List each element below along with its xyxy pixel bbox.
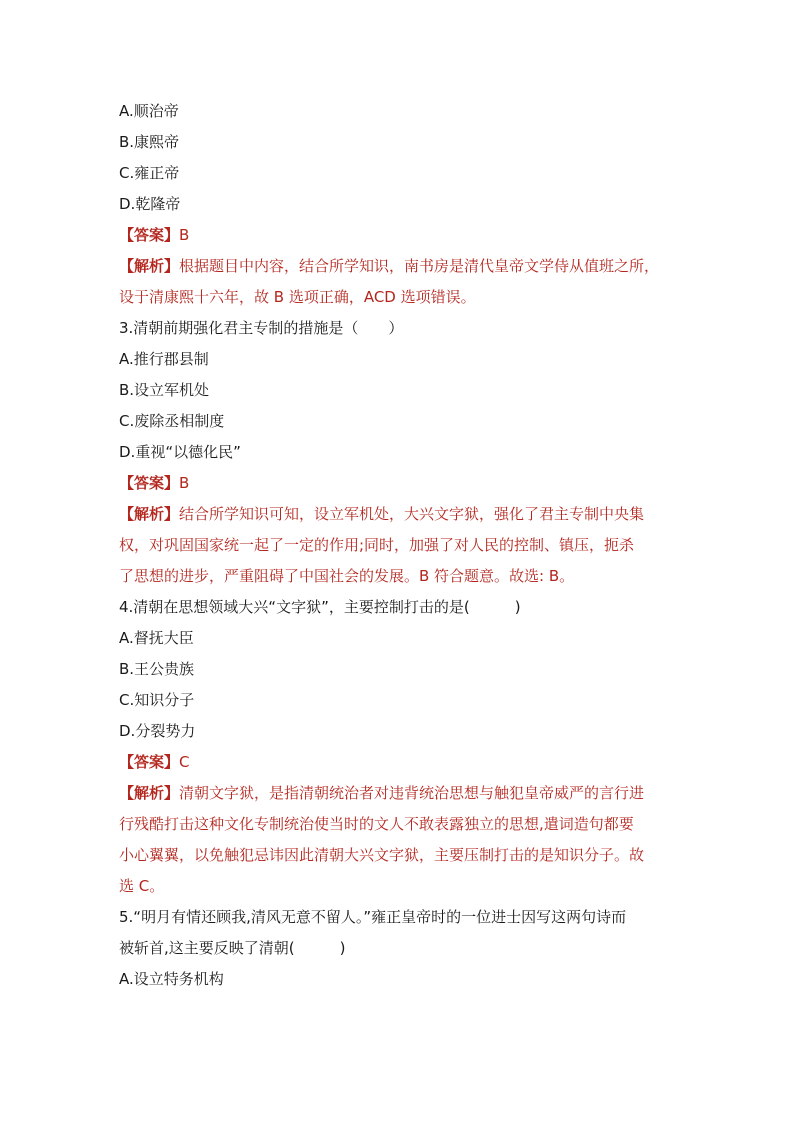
q2-option-b: B.康熙帝 <box>119 133 180 151</box>
q4-question: 4.清朝在思想领域大兴“文字狱”，主要控制打击的是( ) <box>119 598 521 616</box>
answer-tag: 【答案】 <box>119 753 180 771</box>
analysis-text: 清朝文字狱，是指清朝统治者对违背统治思想与触犯皇帝威严的言行进 <box>179 784 645 802</box>
analysis-tag: 【解析】 <box>119 257 180 275</box>
q4-analysis-line-1 <box>119 778 679 809</box>
q3-option-a: A.推行郡县制 <box>119 350 209 368</box>
analysis-tag: 【解析】 <box>119 784 180 802</box>
q5-question-line-1: 5.“明月有情还顾我,清风无意不留人。”雍正皇帝时的一位进士因写这两句诗而 <box>119 908 627 926</box>
answer-tag: 【答案】 <box>119 226 180 244</box>
q4-option-a: A.督抚大臣 <box>119 629 194 647</box>
q3-question: 3.清朝前期强化君主专制的措施是（ ） <box>119 319 404 337</box>
answer-value: B <box>179 226 190 244</box>
q2-answer <box>119 220 679 251</box>
q4-analysis-line-2: 行残酷打击这种文化专制统治使当时的文人不敢表露独立的思想,遣词造句都要 <box>119 815 634 833</box>
q3-option-b: B.设立军机处 <box>119 381 210 399</box>
q2-analysis-line-2: 设于清康熙十六年，故 B 选项正确，ACD 选项错误。 <box>119 288 476 306</box>
q3-answer <box>119 468 679 499</box>
q4-analysis-line-4: 选 C。 <box>119 877 165 895</box>
q2-option-d: D.乾隆帝 <box>119 195 181 213</box>
q3-analysis-line-1 <box>119 499 679 530</box>
q4-answer <box>119 747 679 778</box>
q4-option-c: C.知识分子 <box>119 691 195 709</box>
analysis-text: 结合所学知识可知，设立军机处，大兴文字狱，强化了君主专制中央集 <box>179 505 645 523</box>
q3-analysis-line-2: 权，对巩固国家统一起了一定的作用;同时，加强了对人民的控制、镇压，扼杀 <box>119 536 635 554</box>
answer-tag: 【答案】 <box>119 474 180 492</box>
answer-value: C <box>179 753 190 771</box>
q4-analysis-line-3: 小心翼翼，以免触犯忌讳因此清朝大兴文字狱，主要压制打击的是知识分子。故 <box>119 846 645 864</box>
q2-option-c: C.雍正帝 <box>119 164 180 182</box>
q4-option-d: D.分裂势力 <box>119 722 196 740</box>
q2-analysis-line-1 <box>119 251 679 282</box>
q4-option-b: B.王公贵族 <box>119 660 195 678</box>
document-content <box>119 96 679 995</box>
q5-question-line-2: 被斩首,这主要反映了清朝( ) <box>119 939 346 957</box>
q3-option-d: D.重视“以德化民” <box>119 443 241 461</box>
q3-analysis-line-3: 了思想的进步，严重阻碍了中国社会的发展。B 符合题意。故选: B。 <box>119 567 575 585</box>
answer-value: B <box>179 474 190 492</box>
q3-option-c: C.废除丞相制度 <box>119 412 225 430</box>
q5-option-a: A.设立特务机构 <box>119 970 224 988</box>
analysis-tag: 【解析】 <box>119 505 180 523</box>
analysis-text: 根据题目中内容，结合所学知识，南书房是清代皇帝文学侍从值班之所， <box>179 257 660 275</box>
q2-option-a: A.顺治帝 <box>119 102 179 120</box>
